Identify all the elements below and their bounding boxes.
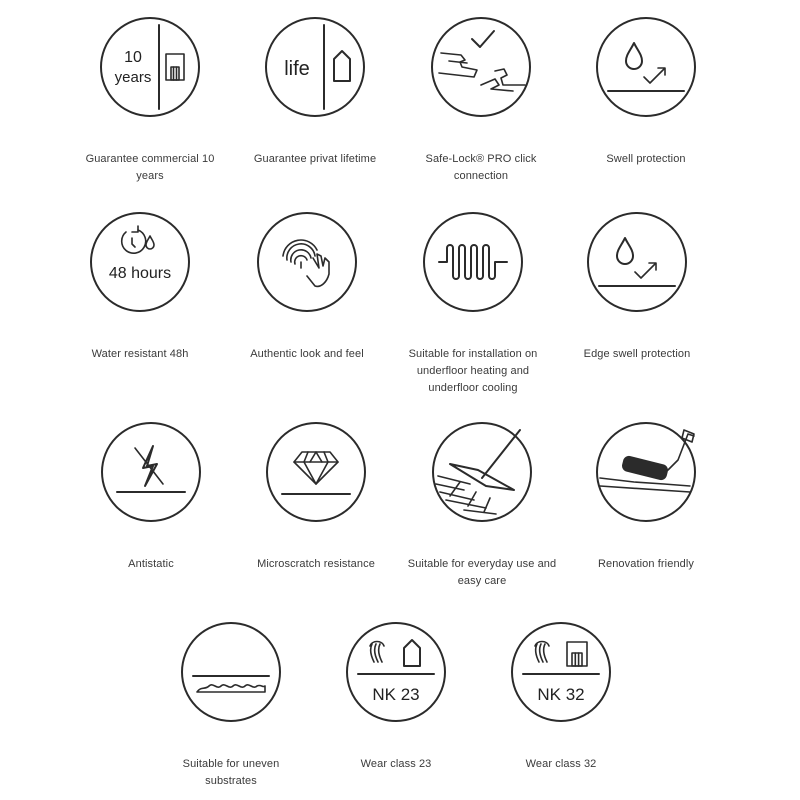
feature-underfloor-heating — [398, 210, 548, 400]
feature-microscratch — [241, 420, 391, 580]
feature-label: Suitable for installation on underfloor heating and underfloor cooling — [408, 348, 538, 394]
click-connection-icon — [429, 15, 533, 119]
paint-roller-icon — [594, 420, 698, 524]
wear-class-text: NK 23 — [372, 685, 420, 704]
feature-antistatic — [76, 420, 226, 580]
feature-label: Guarantee privat lifetime — [253, 153, 377, 165]
feature-label: Renovation friendly — [597, 558, 695, 570]
water-resistant-icon — [88, 210, 192, 314]
uneven-substrate-icon — [179, 620, 283, 724]
edge-swell-protection-icon — [585, 210, 689, 314]
fingerprint-hand-icon — [255, 210, 359, 314]
feature-water-resistant — [65, 210, 215, 385]
feature-label: Safe-Lock® PRO click connection — [425, 153, 537, 182]
mop-icon — [430, 420, 534, 524]
lifetime-text: life — [284, 58, 310, 80]
feature-uneven-substrates — [156, 620, 306, 795]
feature-label: Guarantee commercial 10 years — [85, 153, 215, 182]
feature-label: Microscratch resistance — [257, 558, 375, 570]
feature-guarantee-commercial — [75, 15, 225, 190]
feature-swell-protection — [571, 15, 721, 190]
feature-wear-class-23 — [321, 620, 471, 780]
feature-label: Antistatic — [128, 558, 174, 570]
feature-easy-care — [407, 420, 557, 595]
feature-label: Swell protection — [606, 153, 686, 165]
feature-renovation — [571, 420, 721, 580]
guarantee-lifetime-icon — [263, 15, 367, 119]
wear-class-32-icon — [509, 620, 613, 724]
antistatic-icon — [99, 420, 203, 524]
feature-label: Edge swell protection — [583, 348, 691, 360]
feature-safe-lock — [406, 15, 556, 190]
guarantee-commercial-icon — [98, 15, 202, 119]
guarantee-years-unit: years — [114, 69, 152, 86]
feature-label: Suitable for everyday use and easy care — [407, 558, 557, 587]
underfloor-heating-icon — [421, 210, 525, 314]
feature-wear-class-32 — [486, 620, 636, 780]
feature-label: Water resistant 48h — [91, 348, 189, 360]
guarantee-years-number: 10 — [124, 49, 142, 66]
wear-class-23-icon — [344, 620, 448, 724]
feature-authentic-look — [232, 210, 382, 385]
hours-text: 48 hours — [108, 265, 172, 282]
feature-label: Wear class 23 — [360, 758, 432, 770]
feature-label: Wear class 32 — [525, 758, 597, 770]
feature-edge-swell — [562, 210, 712, 385]
swell-protection-icon — [594, 15, 698, 119]
feature-label: Suitable for uneven substrates — [182, 758, 280, 787]
diamond-icon — [264, 420, 368, 524]
feature-label: Authentic look and feel — [250, 348, 364, 360]
feature-guarantee-private — [240, 15, 390, 190]
wear-class-text: NK 32 — [537, 685, 585, 704]
